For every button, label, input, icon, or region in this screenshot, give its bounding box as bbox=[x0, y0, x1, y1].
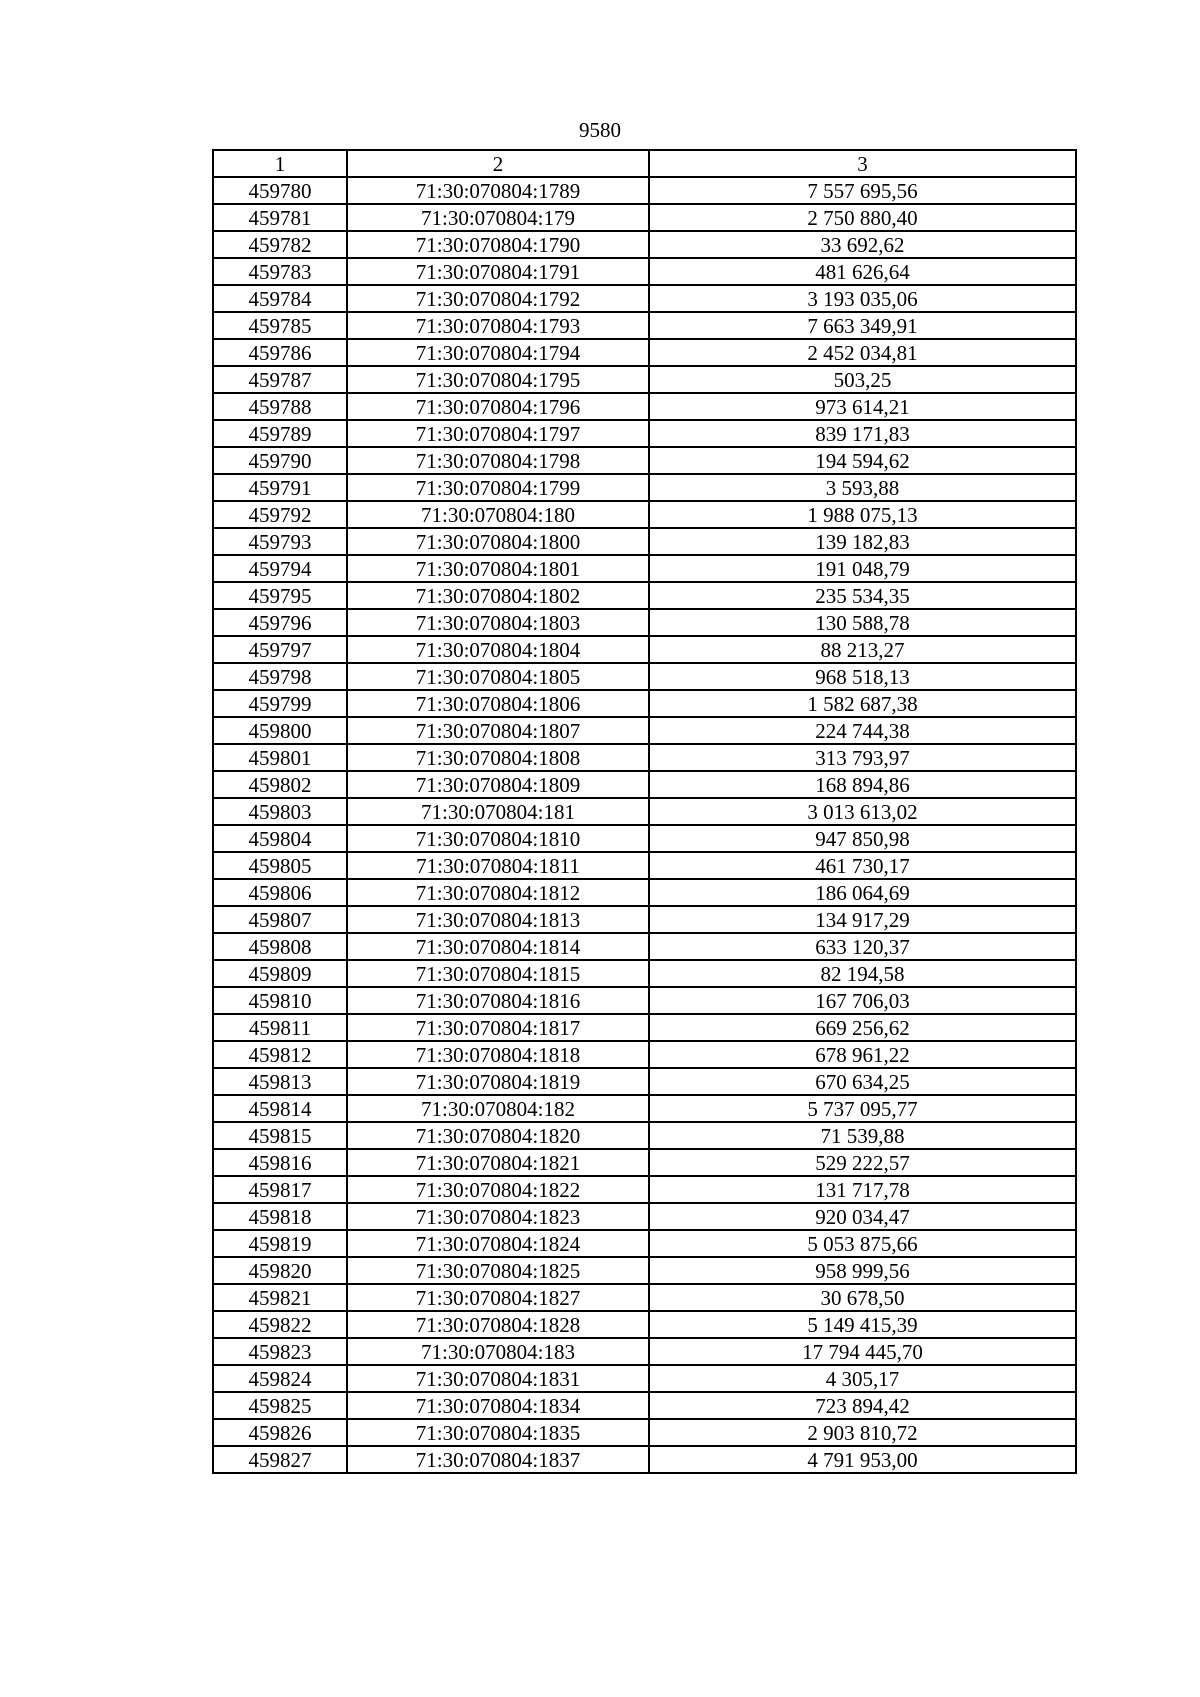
table-row bbox=[213, 798, 1076, 825]
value-cell: 194 594,62 bbox=[649, 447, 1076, 474]
row-number-cell: 459827 bbox=[213, 1446, 347, 1473]
cadastral-number-cell: 71:30:070804:183 bbox=[347, 1338, 649, 1365]
row-number-cell: 459790 bbox=[213, 447, 347, 474]
row-number-cell: 459811 bbox=[213, 1014, 347, 1041]
cadastral-number-cell: 71:30:070804:1797 bbox=[347, 420, 649, 447]
table-row bbox=[213, 366, 1076, 393]
table-row bbox=[213, 879, 1076, 906]
row-number-cell: 459817 bbox=[213, 1176, 347, 1203]
value-cell: 71 539,88 bbox=[649, 1122, 1076, 1149]
value-cell: 131 717,78 bbox=[649, 1176, 1076, 1203]
table-row bbox=[213, 852, 1076, 879]
value-cell: 1 988 075,13 bbox=[649, 501, 1076, 528]
cadastral-number-cell: 71:30:070804:1817 bbox=[347, 1014, 649, 1041]
value-cell: 723 894,42 bbox=[649, 1392, 1076, 1419]
table-body bbox=[213, 177, 1076, 1473]
row-number-cell: 459823 bbox=[213, 1338, 347, 1365]
page-number: 9580 bbox=[579, 118, 621, 142]
value-cell: 130 588,78 bbox=[649, 609, 1076, 636]
register-table bbox=[212, 149, 1077, 1474]
cadastral-number-cell: 71:30:070804:1799 bbox=[347, 474, 649, 501]
value-cell: 168 894,86 bbox=[649, 771, 1076, 798]
table-row bbox=[213, 825, 1076, 852]
table-row bbox=[213, 258, 1076, 285]
cadastral-number-cell: 71:30:070804:1824 bbox=[347, 1230, 649, 1257]
value-cell: 5 053 875,66 bbox=[649, 1230, 1076, 1257]
cadastral-number-cell: 71:30:070804:1823 bbox=[347, 1203, 649, 1230]
value-cell: 481 626,64 bbox=[649, 258, 1076, 285]
table-row bbox=[213, 1122, 1076, 1149]
table-row bbox=[213, 285, 1076, 312]
table-row bbox=[213, 501, 1076, 528]
row-number-cell: 459822 bbox=[213, 1311, 347, 1338]
table-row bbox=[213, 663, 1076, 690]
value-cell: 670 634,25 bbox=[649, 1068, 1076, 1095]
row-number-cell: 459802 bbox=[213, 771, 347, 798]
value-cell: 167 706,03 bbox=[649, 987, 1076, 1014]
row-number-cell: 459814 bbox=[213, 1095, 347, 1122]
cadastral-number-cell: 71:30:070804:1813 bbox=[347, 906, 649, 933]
row-number-cell: 459781 bbox=[213, 204, 347, 231]
value-cell: 313 793,97 bbox=[649, 744, 1076, 771]
table-row bbox=[213, 636, 1076, 663]
cadastral-number-cell: 71:30:070804:1835 bbox=[347, 1419, 649, 1446]
table-row bbox=[213, 1095, 1076, 1122]
cadastral-number-cell: 71:30:070804:1790 bbox=[347, 231, 649, 258]
cadastral-number-cell: 71:30:070804:1819 bbox=[347, 1068, 649, 1095]
table-row bbox=[213, 717, 1076, 744]
cadastral-number-cell: 71:30:070804:1789 bbox=[347, 177, 649, 204]
row-number-cell: 459824 bbox=[213, 1365, 347, 1392]
table-row bbox=[213, 1149, 1076, 1176]
row-number-cell: 459780 bbox=[213, 177, 347, 204]
table-row bbox=[213, 771, 1076, 798]
value-cell: 968 518,13 bbox=[649, 663, 1076, 690]
value-cell: 224 744,38 bbox=[649, 717, 1076, 744]
row-number-cell: 459816 bbox=[213, 1149, 347, 1176]
table-row bbox=[213, 933, 1076, 960]
cadastral-number-cell: 71:30:070804:182 bbox=[347, 1095, 649, 1122]
value-cell: 4 305,17 bbox=[649, 1365, 1076, 1392]
table-row bbox=[213, 1068, 1076, 1095]
table-row bbox=[213, 1041, 1076, 1068]
row-number-cell: 459825 bbox=[213, 1392, 347, 1419]
row-number-cell: 459786 bbox=[213, 339, 347, 366]
row-number-cell: 459801 bbox=[213, 744, 347, 771]
value-cell: 529 222,57 bbox=[649, 1149, 1076, 1176]
value-cell: 139 182,83 bbox=[649, 528, 1076, 555]
table-row bbox=[213, 1230, 1076, 1257]
table-row bbox=[213, 1419, 1076, 1446]
table-row bbox=[213, 1203, 1076, 1230]
value-cell: 2 750 880,40 bbox=[649, 204, 1076, 231]
value-cell: 973 614,21 bbox=[649, 393, 1076, 420]
table-row bbox=[213, 960, 1076, 987]
value-cell: 503,25 bbox=[649, 366, 1076, 393]
value-cell: 2 452 034,81 bbox=[649, 339, 1076, 366]
row-number-cell: 459791 bbox=[213, 474, 347, 501]
table-row bbox=[213, 906, 1076, 933]
row-number-cell: 459788 bbox=[213, 393, 347, 420]
row-number-cell: 459819 bbox=[213, 1230, 347, 1257]
cadastral-number-cell: 71:30:070804:1827 bbox=[347, 1284, 649, 1311]
value-cell: 5 149 415,39 bbox=[649, 1311, 1076, 1338]
value-cell: 17 794 445,70 bbox=[649, 1338, 1076, 1365]
table-row bbox=[213, 1257, 1076, 1284]
table-row bbox=[213, 1365, 1076, 1392]
table-row bbox=[213, 231, 1076, 258]
row-number-cell: 459807 bbox=[213, 906, 347, 933]
cadastral-number-cell: 71:30:070804:1807 bbox=[347, 717, 649, 744]
value-cell: 633 120,37 bbox=[649, 933, 1076, 960]
value-cell: 7 557 695,56 bbox=[649, 177, 1076, 204]
table-row bbox=[213, 393, 1076, 420]
row-number-cell: 459818 bbox=[213, 1203, 347, 1230]
row-number-cell: 459804 bbox=[213, 825, 347, 852]
cadastral-number-cell: 71:30:070804:1837 bbox=[347, 1446, 649, 1473]
value-cell: 461 730,17 bbox=[649, 852, 1076, 879]
table-row bbox=[213, 1014, 1076, 1041]
cadastral-number-cell: 71:30:070804:1818 bbox=[347, 1041, 649, 1068]
value-cell: 235 534,35 bbox=[649, 582, 1076, 609]
row-number-cell: 459799 bbox=[213, 690, 347, 717]
cadastral-number-cell: 71:30:070804:1834 bbox=[347, 1392, 649, 1419]
row-number-cell: 459793 bbox=[213, 528, 347, 555]
row-number-cell: 459808 bbox=[213, 933, 347, 960]
value-cell: 30 678,50 bbox=[649, 1284, 1076, 1311]
cadastral-number-cell: 71:30:070804:1828 bbox=[347, 1311, 649, 1338]
table-row bbox=[213, 987, 1076, 1014]
row-number-cell: 459796 bbox=[213, 609, 347, 636]
cadastral-number-cell: 71:30:070804:179 bbox=[347, 204, 649, 231]
row-number-cell: 459787 bbox=[213, 366, 347, 393]
value-cell: 958 999,56 bbox=[649, 1257, 1076, 1284]
table-row bbox=[213, 420, 1076, 447]
value-cell: 2 903 810,72 bbox=[649, 1419, 1076, 1446]
row-number-cell: 459821 bbox=[213, 1284, 347, 1311]
value-cell: 186 064,69 bbox=[649, 879, 1076, 906]
row-number-cell: 459798 bbox=[213, 663, 347, 690]
value-cell: 191 048,79 bbox=[649, 555, 1076, 582]
column-header-2: 2 bbox=[347, 150, 649, 177]
row-number-cell: 459820 bbox=[213, 1257, 347, 1284]
column-header-3: 3 bbox=[649, 150, 1076, 177]
value-cell: 669 256,62 bbox=[649, 1014, 1076, 1041]
table-row bbox=[213, 177, 1076, 204]
row-number-cell: 459794 bbox=[213, 555, 347, 582]
cadastral-number-cell: 71:30:070804:1816 bbox=[347, 987, 649, 1014]
cadastral-number-cell: 71:30:070804:1796 bbox=[347, 393, 649, 420]
value-cell: 134 917,29 bbox=[649, 906, 1076, 933]
value-cell: 839 171,83 bbox=[649, 420, 1076, 447]
row-number-cell: 459789 bbox=[213, 420, 347, 447]
table-row bbox=[213, 1176, 1076, 1203]
cadastral-number-cell: 71:30:070804:181 bbox=[347, 798, 649, 825]
cadastral-number-cell: 71:30:070804:1806 bbox=[347, 690, 649, 717]
row-number-cell: 459803 bbox=[213, 798, 347, 825]
row-number-cell: 459826 bbox=[213, 1419, 347, 1446]
cadastral-number-cell: 71:30:070804:1801 bbox=[347, 555, 649, 582]
row-number-cell: 459797 bbox=[213, 636, 347, 663]
row-number-cell: 459806 bbox=[213, 879, 347, 906]
table-row bbox=[213, 447, 1076, 474]
cadastral-number-cell: 71:30:070804:1822 bbox=[347, 1176, 649, 1203]
table-row bbox=[213, 1446, 1076, 1473]
value-cell: 82 194,58 bbox=[649, 960, 1076, 987]
row-number-cell: 459810 bbox=[213, 987, 347, 1014]
cadastral-number-cell: 71:30:070804:1815 bbox=[347, 960, 649, 987]
row-number-cell: 459815 bbox=[213, 1122, 347, 1149]
table-row bbox=[213, 474, 1076, 501]
row-number-cell: 459812 bbox=[213, 1041, 347, 1068]
cadastral-number-cell: 71:30:070804:1794 bbox=[347, 339, 649, 366]
cadastral-number-cell: 71:30:070804:1814 bbox=[347, 933, 649, 960]
table-row bbox=[213, 204, 1076, 231]
row-number-cell: 459813 bbox=[213, 1068, 347, 1095]
cadastral-number-cell: 71:30:070804:1812 bbox=[347, 879, 649, 906]
table-row bbox=[213, 555, 1076, 582]
value-cell: 678 961,22 bbox=[649, 1041, 1076, 1068]
cadastral-number-cell: 71:30:070804:1820 bbox=[347, 1122, 649, 1149]
cadastral-number-cell: 71:30:070804:1795 bbox=[347, 366, 649, 393]
cadastral-number-cell: 71:30:070804:1808 bbox=[347, 744, 649, 771]
cadastral-number-cell: 71:30:070804:1809 bbox=[347, 771, 649, 798]
table-row bbox=[213, 582, 1076, 609]
value-cell: 3 593,88 bbox=[649, 474, 1076, 501]
cadastral-number-cell: 71:30:070804:1804 bbox=[347, 636, 649, 663]
value-cell: 4 791 953,00 bbox=[649, 1446, 1076, 1473]
cadastral-number-cell: 71:30:070804:1802 bbox=[347, 582, 649, 609]
value-cell: 947 850,98 bbox=[649, 825, 1076, 852]
cadastral-number-cell: 71:30:070804:1791 bbox=[347, 258, 649, 285]
table-row bbox=[213, 528, 1076, 555]
table-row bbox=[213, 690, 1076, 717]
value-cell: 920 034,47 bbox=[649, 1203, 1076, 1230]
value-cell: 3 193 035,06 bbox=[649, 285, 1076, 312]
table-row bbox=[213, 1284, 1076, 1311]
row-number-cell: 459784 bbox=[213, 285, 347, 312]
table-row bbox=[213, 609, 1076, 636]
row-number-cell: 459785 bbox=[213, 312, 347, 339]
row-number-cell: 459800 bbox=[213, 717, 347, 744]
value-cell: 3 013 613,02 bbox=[649, 798, 1076, 825]
table-row bbox=[213, 339, 1076, 366]
row-number-cell: 459809 bbox=[213, 960, 347, 987]
cadastral-number-cell: 71:30:070804:1831 bbox=[347, 1365, 649, 1392]
table-row bbox=[213, 1392, 1076, 1419]
cadastral-number-cell: 71:30:070804:1793 bbox=[347, 312, 649, 339]
table-row bbox=[213, 312, 1076, 339]
table-header-row bbox=[213, 150, 1076, 177]
cadastral-number-cell: 71:30:070804:1805 bbox=[347, 663, 649, 690]
cadastral-number-cell: 71:30:070804:1821 bbox=[347, 1149, 649, 1176]
cadastral-number-cell: 71:30:070804:1810 bbox=[347, 825, 649, 852]
row-number-cell: 459782 bbox=[213, 231, 347, 258]
value-cell: 88 213,27 bbox=[649, 636, 1076, 663]
row-number-cell: 459783 bbox=[213, 258, 347, 285]
value-cell: 1 582 687,38 bbox=[649, 690, 1076, 717]
row-number-cell: 459805 bbox=[213, 852, 347, 879]
table-row bbox=[213, 744, 1076, 771]
table-row bbox=[213, 1338, 1076, 1365]
cadastral-number-cell: 71:30:070804:1811 bbox=[347, 852, 649, 879]
cadastral-number-cell: 71:30:070804:1803 bbox=[347, 609, 649, 636]
row-number-cell: 459795 bbox=[213, 582, 347, 609]
value-cell: 7 663 349,91 bbox=[649, 312, 1076, 339]
value-cell: 5 737 095,77 bbox=[649, 1095, 1076, 1122]
row-number-cell: 459792 bbox=[213, 501, 347, 528]
cadastral-number-cell: 71:30:070804:1800 bbox=[347, 528, 649, 555]
cadastral-number-cell: 71:30:070804:1825 bbox=[347, 1257, 649, 1284]
value-cell: 33 692,62 bbox=[649, 231, 1076, 258]
column-header-1: 1 bbox=[213, 150, 347, 177]
cadastral-number-cell: 71:30:070804:1792 bbox=[347, 285, 649, 312]
cadastral-number-cell: 71:30:070804:1798 bbox=[347, 447, 649, 474]
cadastral-number-cell: 71:30:070804:180 bbox=[347, 501, 649, 528]
table-row bbox=[213, 1311, 1076, 1338]
